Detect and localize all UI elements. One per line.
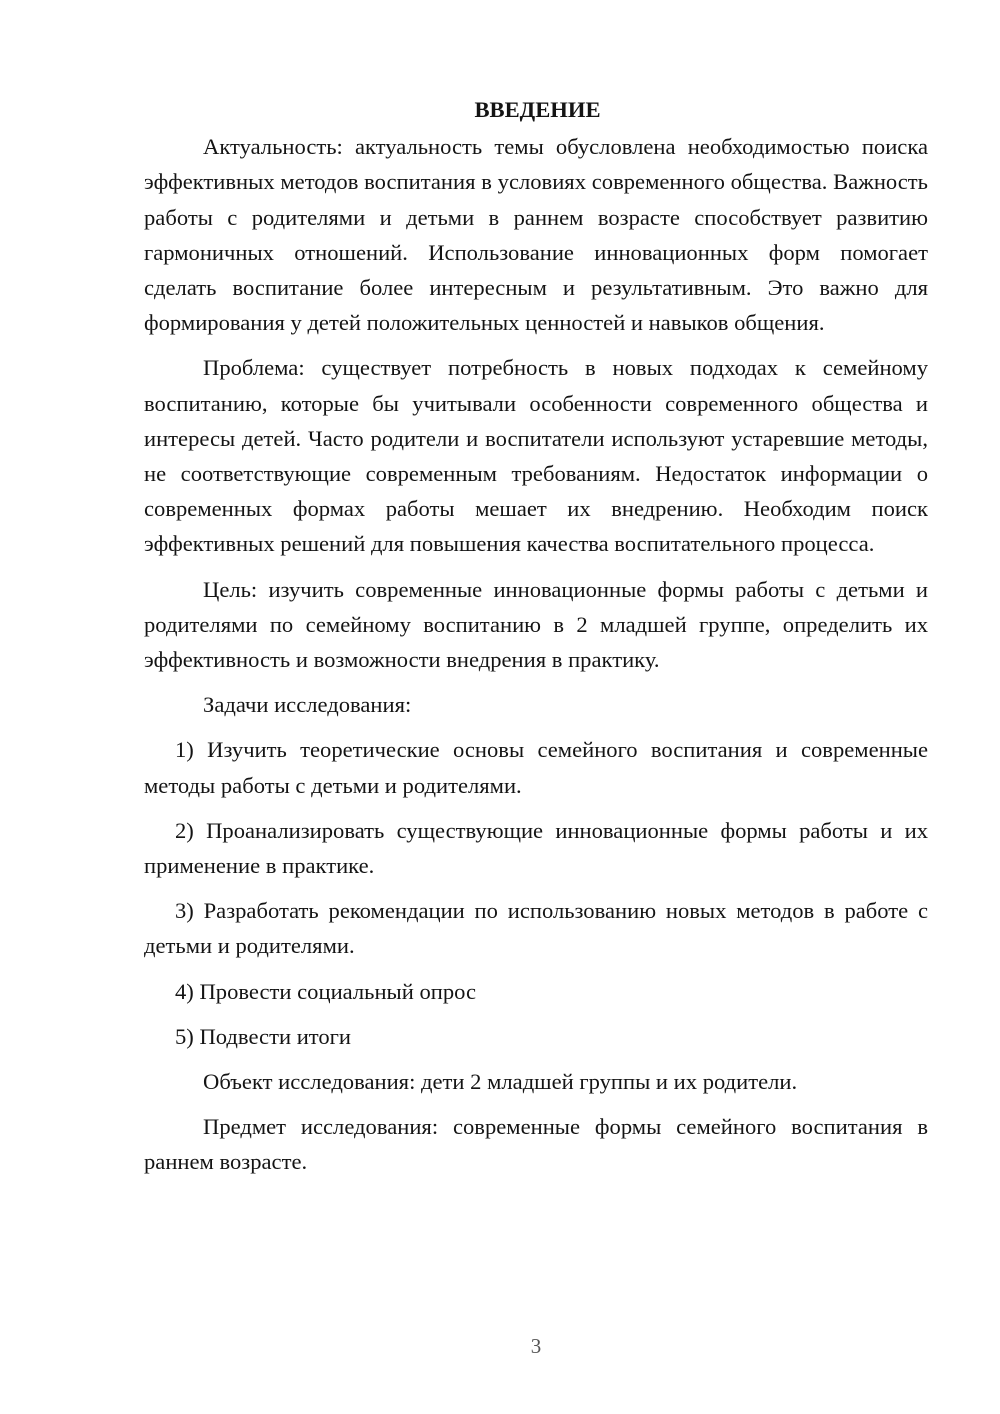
- document-page: [144, 92, 928, 1190]
- research-subject-paragraph: Предмет исследования: современные формы семейного воспитания в раннем возрасте.: [144, 1114, 928, 1175]
- task-item-3: 3) Разработать рекомендации по использованию новых методов в работе с детьми и родителями.: [144, 898, 928, 959]
- task-item-4: 4) Провести социальный опрос: [175, 978, 477, 1004]
- research-object-paragraph: Объект исследования: дети 2 младшей группы и их родители.: [203, 1069, 798, 1095]
- goal-paragraph: Цель: изучить современные инновационные формы работы с детьми и родителями по семейному воспитанию в 2 младшей группе, определить их эффективность и возможности внедрения в практику.: [144, 576, 928, 673]
- task-item-2: 2) Проанализировать существующие инновационные формы работы и их применение в практике.: [144, 817, 928, 879]
- page-number: 3: [530, 1334, 542, 1358]
- problem-paragraph: Проблема: существует потребность в новых подходах к семейному воспитанию, которые бы учитывали особенности современного общества и интересы детей. Часто родители и воспитатели используют устаревшие методы, не соответствующие современным требованиям. Недостаток информации о современных формах работы мешает их внедрению. Необходим поиск эффективных решений для повышения качества воспитательного процесса.: [144, 355, 928, 557]
- task-item-1: 1) Изучить теоретические основы семейного воспитания и современные методы работы с детьми и родителями.: [144, 737, 928, 798]
- task-item-5: 5) Подвести итоги: [175, 1023, 352, 1049]
- page-title: ВВЕДЕНИЕ: [474, 97, 601, 122]
- relevance-paragraph: Актуальность: актуальность темы обусловлена необходимостью поиска эффективных методов воспитания в условиях современного общества. Важность работы с родителями и детьми в раннем возрасте способствует развитию гармоничных отношений. Использование инновационных форм помогает сделать воспитание более интересным и результативным. Это важно для формирования у детей положительных ценностей и навыков общения.: [144, 134, 928, 336]
- tasks-heading: Задачи исследования:: [203, 692, 412, 718]
